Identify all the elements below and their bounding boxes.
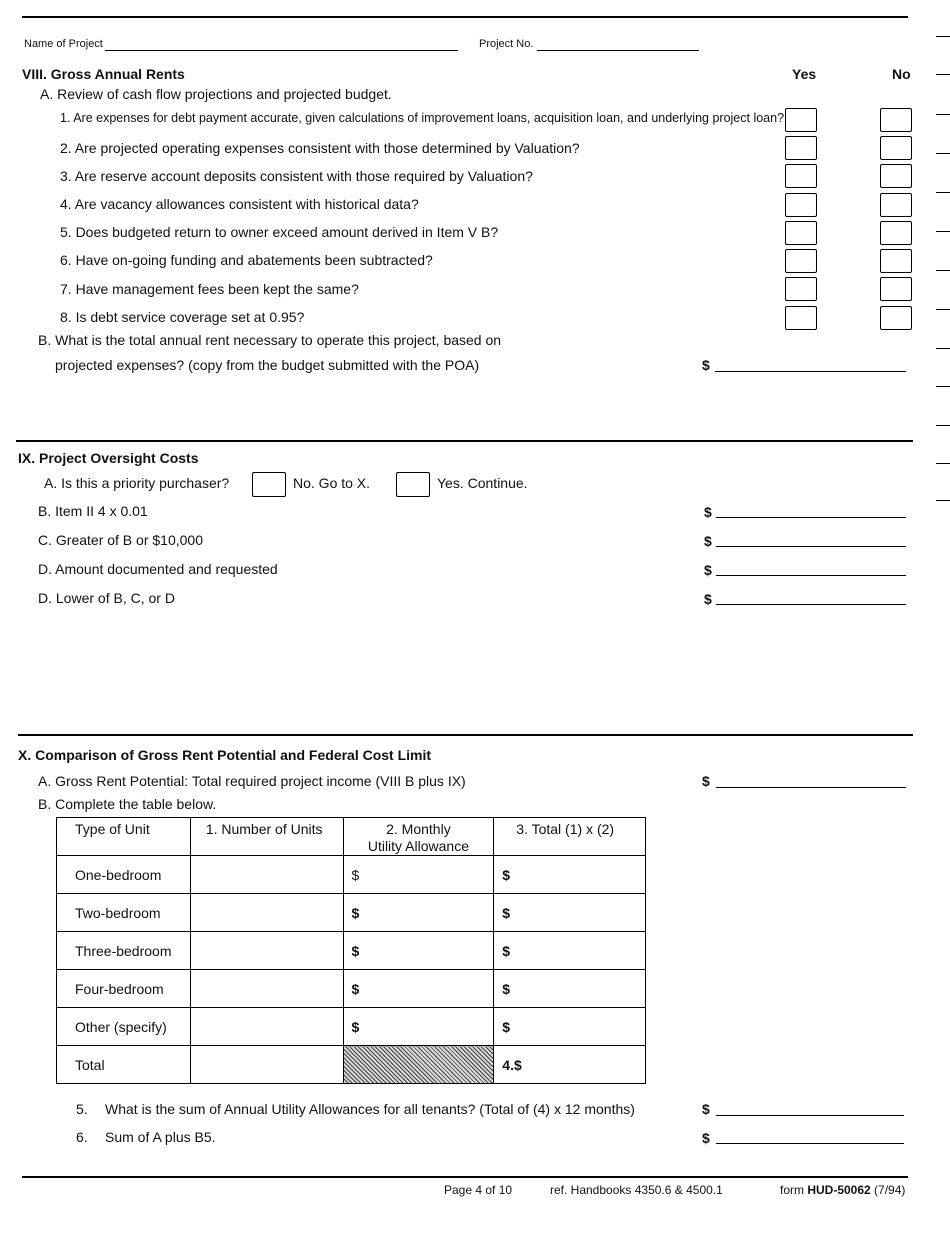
q4-yes-checkbox[interactable] xyxy=(785,193,817,217)
q1-no-checkbox[interactable] xyxy=(880,108,912,132)
section9-item-a: A. Is this a priority purchaser? xyxy=(44,475,230,491)
table-header-row xyxy=(57,818,646,856)
handbook-reference: ref. Handbooks 4350.6 & 4500.1 xyxy=(550,1183,723,1197)
page-number: Page 4 of 10 xyxy=(444,1183,513,1197)
number-of-units-cell[interactable] xyxy=(190,932,343,970)
shaded-cell xyxy=(343,1046,494,1084)
form-number xyxy=(780,1183,905,1197)
q1-yes-checkbox[interactable] xyxy=(785,108,817,132)
number-of-units-cell[interactable] xyxy=(190,856,343,894)
unit-type: Other (specify) xyxy=(57,1008,191,1046)
no-column-header: No xyxy=(892,66,911,82)
item-5-number: 5. xyxy=(76,1101,88,1117)
question-7: 7. Have management fees been kept the same? xyxy=(60,281,359,297)
unit-type: Three-bedroom xyxy=(57,932,191,970)
item-d-lower-amount-field[interactable] xyxy=(716,604,906,605)
unit-type: Four-bedroom xyxy=(57,970,191,1008)
table-row xyxy=(57,932,646,970)
section9-rule xyxy=(16,440,913,442)
name-of-project-field[interactable] xyxy=(105,50,458,51)
question-2: 2. Are projected operating expenses consistent with those determined by Valuation? xyxy=(60,140,580,156)
grand-total-cell[interactable]: 4.$ xyxy=(494,1046,646,1084)
section8-item-b-line1: B. What is the total annual rent necessary to operate this project, based on xyxy=(38,332,502,348)
q3-no-checkbox[interactable] xyxy=(880,164,912,188)
section10-rule xyxy=(18,734,913,736)
number-of-units-cell[interactable] xyxy=(190,1008,343,1046)
footer-rule xyxy=(22,1176,908,1178)
section9-item-d: D. Amount documented and requested xyxy=(38,561,278,577)
section9-title: IX. Project Oversight Costs xyxy=(18,450,199,466)
item-c-amount-field[interactable] xyxy=(716,546,906,547)
number-of-units-cell[interactable] xyxy=(190,970,343,1008)
project-no-label: Project No. xyxy=(479,38,534,50)
q2-no-checkbox[interactable] xyxy=(880,136,912,160)
dollar-sign: $ xyxy=(704,562,712,578)
section8-title: VIII. Gross Annual Rents xyxy=(22,66,185,82)
sum-a-plus-b5-field[interactable] xyxy=(716,1143,904,1144)
section10-item-b: B. Complete the table below. xyxy=(38,796,217,812)
q4-no-checkbox[interactable] xyxy=(880,193,912,217)
section9-item-d-lower: D. Lower of B, C, or D xyxy=(38,590,175,606)
form-date: (7/94) xyxy=(870,1183,906,1197)
total-annual-rent-field[interactable] xyxy=(715,371,906,372)
section8-item-b-line2: projected expenses? (copy from the budget submitted with the POA) xyxy=(55,357,480,373)
item-d-amount-field[interactable] xyxy=(716,575,906,576)
header-monthly-line1: 2. Monthly xyxy=(386,821,451,837)
priority-yes-checkbox[interactable] xyxy=(396,472,430,497)
question-8: 8. Is debt service coverage set at 0.95? xyxy=(60,309,305,325)
table-row xyxy=(57,856,646,894)
header-type-of-unit: Type of Unit xyxy=(57,818,191,856)
dollar-sign: $ xyxy=(702,1101,710,1117)
form-prefix: form xyxy=(780,1183,808,1197)
q8-no-checkbox[interactable] xyxy=(880,306,912,330)
total-cell[interactable]: $ xyxy=(494,970,646,1008)
q6-no-checkbox[interactable] xyxy=(880,249,912,273)
q8-yes-checkbox[interactable] xyxy=(785,306,817,330)
section9-item-b: B. Item II 4 x 0.01 xyxy=(38,503,148,519)
monthly-allowance-cell[interactable]: $ xyxy=(343,970,494,1008)
q7-yes-checkbox[interactable] xyxy=(785,277,817,301)
item-5-text: What is the sum of Annual Utility Allowances for all tenants? (Total of (4) x 12 months) xyxy=(105,1101,635,1117)
question-5: 5. Does budgeted return to owner exceed amount derived in Item V B? xyxy=(60,224,499,240)
q6-yes-checkbox[interactable] xyxy=(785,249,817,273)
question-3: 3. Are reserve account deposits consistent with those required by Valuation? xyxy=(60,168,533,184)
total-cell[interactable]: $ xyxy=(494,856,646,894)
priority-no-checkbox[interactable] xyxy=(252,472,286,497)
dollar-sign: $ xyxy=(704,533,712,549)
header-monthly-line2: Utility Allowance xyxy=(367,838,469,854)
item-b-amount-field[interactable] xyxy=(716,517,906,518)
section10-item-a: A. Gross Rent Potential: Total required project income (VIII B plus IX) xyxy=(38,773,466,789)
total-cell[interactable]: $ xyxy=(494,894,646,932)
unit-type: Two-bedroom xyxy=(57,894,191,932)
table-row xyxy=(57,894,646,932)
question-4: 4. Are vacancy allowances consistent with historical data? xyxy=(60,196,419,212)
dollar-sign: $ xyxy=(702,773,710,789)
section9-item-c: C. Greater of B or $10,000 xyxy=(38,532,203,548)
q5-yes-checkbox[interactable] xyxy=(785,221,817,245)
table-row xyxy=(57,1008,646,1046)
table-row xyxy=(57,970,646,1008)
project-no-field[interactable] xyxy=(537,50,699,51)
header-number-of-units: 1. Number of Units xyxy=(190,818,343,856)
dollar-sign: $ xyxy=(704,591,712,607)
total-cell[interactable]: $ xyxy=(494,932,646,970)
priority-yes-label: Yes. Continue. xyxy=(437,475,528,491)
dollar-sign: $ xyxy=(702,357,710,373)
total-cell[interactable]: $ xyxy=(494,1008,646,1046)
dollar-sign: $ xyxy=(704,504,712,520)
top-rule xyxy=(22,16,908,18)
section8-item-a: A. Review of cash flow projections and projected budget. xyxy=(40,86,392,102)
name-of-project-label: Name of Project xyxy=(24,38,103,50)
form-id: HUD-50062 xyxy=(807,1183,871,1197)
item-6-number: 6. xyxy=(76,1129,88,1145)
q7-no-checkbox[interactable] xyxy=(880,277,912,301)
table-total-row xyxy=(57,1046,646,1084)
monthly-allowance-cell[interactable]: $ xyxy=(343,1008,494,1046)
total-label: Total xyxy=(57,1046,191,1084)
number-of-units-cell[interactable] xyxy=(190,894,343,932)
annual-utility-sum-field[interactable] xyxy=(716,1115,904,1116)
total-units-cell[interactable] xyxy=(190,1046,343,1084)
unit-type: One-bedroom xyxy=(57,856,191,894)
monthly-allowance-cell[interactable]: $ xyxy=(343,932,494,970)
section10-title: X. Comparison of Gross Rent Potential and Federal Cost Limit xyxy=(18,747,432,763)
monthly-allowance-cell[interactable]: $ xyxy=(343,856,494,894)
q5-no-checkbox[interactable] xyxy=(880,221,912,245)
question-1: 1. Are expenses for debt payment accurate, given calculations of improvement loans, acquisition loan, and underlying project loan? xyxy=(60,111,785,125)
q3-yes-checkbox[interactable] xyxy=(785,164,817,188)
q2-yes-checkbox[interactable] xyxy=(785,136,817,160)
header-total: 3. Total (1) x (2) xyxy=(494,818,646,856)
item-6-text: Sum of A plus B5. xyxy=(105,1129,216,1145)
monthly-allowance-cell[interactable]: $ xyxy=(343,894,494,932)
gross-rent-potential-field[interactable] xyxy=(716,787,906,788)
priority-no-label: No. Go to X. xyxy=(293,475,371,491)
utility-allowance-table xyxy=(56,817,646,1084)
question-6: 6. Have on-going funding and abatements been subtracted? xyxy=(60,252,433,268)
header-monthly-utility-allowance xyxy=(343,818,494,856)
dollar-sign: $ xyxy=(702,1130,710,1146)
yes-column-header: Yes xyxy=(792,66,817,82)
